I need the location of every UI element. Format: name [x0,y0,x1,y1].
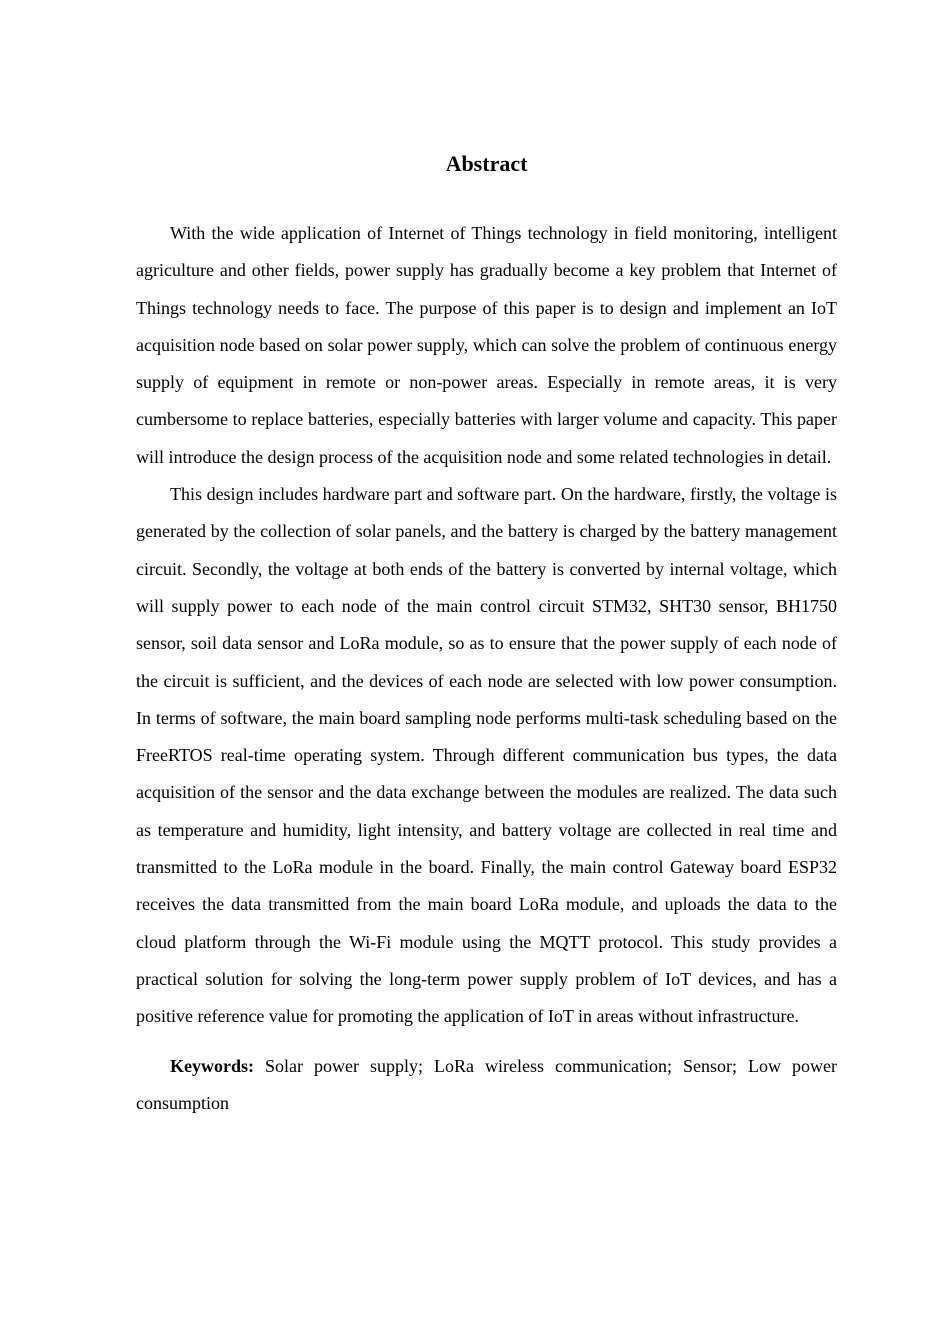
abstract-paragraph-1: With the wide application of Internet of Things technology in field monitoring, intelligent agriculture and other fields, power supply has gradually become a key problem that Internet of Things technology needs to face. The purpose of this paper is to design and implement an IoT acquisition node based on solar power supply, which can solve the problem of continuous energy supply of equipment in remote or non-power areas. Especially in remote areas, it is very cumbersome to replace batteries, especially batteries with larger volume and capacity. This paper will introduce the design process of the acquisition node and some related technologies in detail. [136,223,837,467]
abstract-title: Abstract [445,151,528,176]
keywords-label: Keywords: [170,1055,254,1076]
keywords-text: Solar power supply; LoRa wireless communication; Sensor; Low power consumption [136,1055,837,1113]
abstract-page [136,148,837,1122]
abstract-paragraph-2: This design includes hardware part and software part. On the hardware, firstly, the voltage is generated by the collection of solar panels, and the battery is charged by the battery management circuit. Secondly, the voltage at both ends of the battery is converted by internal voltage, which will supply power to each node of the main control circuit STM32, SHT30 sensor, BH1750 sensor, soil data sensor and LoRa module, so as to ensure that the power supply of each node of the circuit is sufficient, and the devices of each node are selected with low power consumption. In terms of software, the main board sampling node performs multi-task scheduling based on the FreeRTOS real-time operating system. Through different communication bus types, the data acquisition of the sensor and the data exchange between the modules are realized. The data such as temperature and humidity, light intensity, and battery voltage are collected in real time and transmitted to the LoRa module in the board. Finally, the main control Gateway board ESP32 receives the data transmitted from the main board LoRa module, and uploads the data to the cloud platform through the Wi-Fi module using the MQTT protocol. This study provides a practical solution for solving the long-term power supply problem of IoT devices, and has a positive reference value for promoting the application of IoT in areas without infrastructure. [136,484,837,1027]
keywords-line [136,1048,837,1123]
